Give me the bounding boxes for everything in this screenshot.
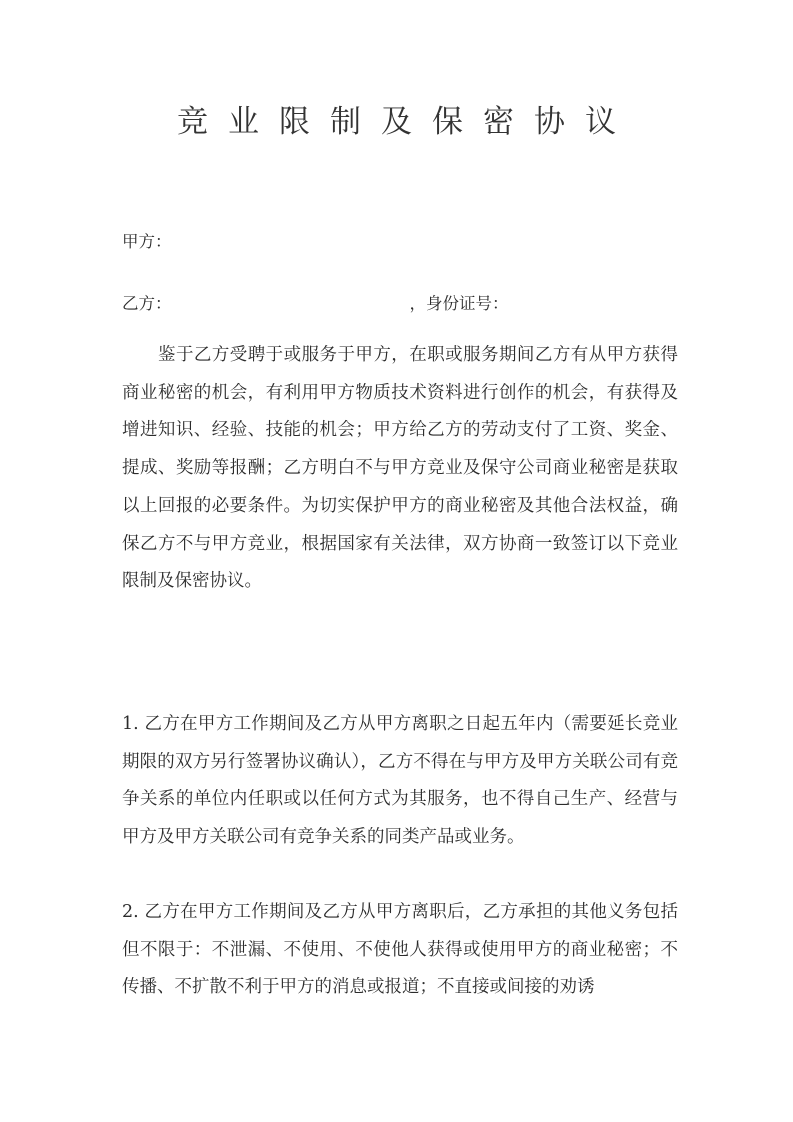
clause-1-paragraph: 1. 乙方在甲方工作期间及乙方从甲方离职之日起五年内（需要延长竞业期限的双方另行签署协议确认），乙方不得在与甲方及甲方关联公司有竞争关系的单位内任职或以任何方式为其服务，也不得自己生产、经营与甲方及甲方关联公司有竞争关系的同类产品或业务。 xyxy=(122,714,678,848)
clause-2-paragraph: 2. 乙方在甲方工作期间及乙方从甲方离职后，乙方承担的其他义务包括但不限于：不泄漏、不使用、不使他人获得或使用甲方的商业秘密；不传播、不扩散不利于甲方的消息或报道；不直接或间接的劝诱 xyxy=(122,902,678,998)
party-a-line xyxy=(122,228,172,252)
document-title: 竞业限制及保密协议 xyxy=(177,104,636,140)
party-b-label: 乙方： xyxy=(122,294,172,313)
party-a-label: 甲方： xyxy=(122,232,172,251)
party-b-line xyxy=(122,290,509,314)
preamble-paragraph: 鉴于乙方受聘于或服务于甲方，在职或服务期间乙方有从甲方获得商业秘密的机会，有利用甲方物质技术资料进行创作的机会，有获得及增进知识、经验、技能的机会；甲方给乙方的劳动支付了工资、奖金、提成、奖励等报酬；乙方明白不与甲方竞业及保守公司商业秘密是获取以上回报的必要条件。为切实保护甲方的商业秘密及其他合法权益，确保乙方不与甲方竞业，根据国家有关法律，双方协商一致签订以下竞业限制及保密协议。 xyxy=(122,345,678,592)
id-number-label: ，身份证号： xyxy=(409,294,509,313)
